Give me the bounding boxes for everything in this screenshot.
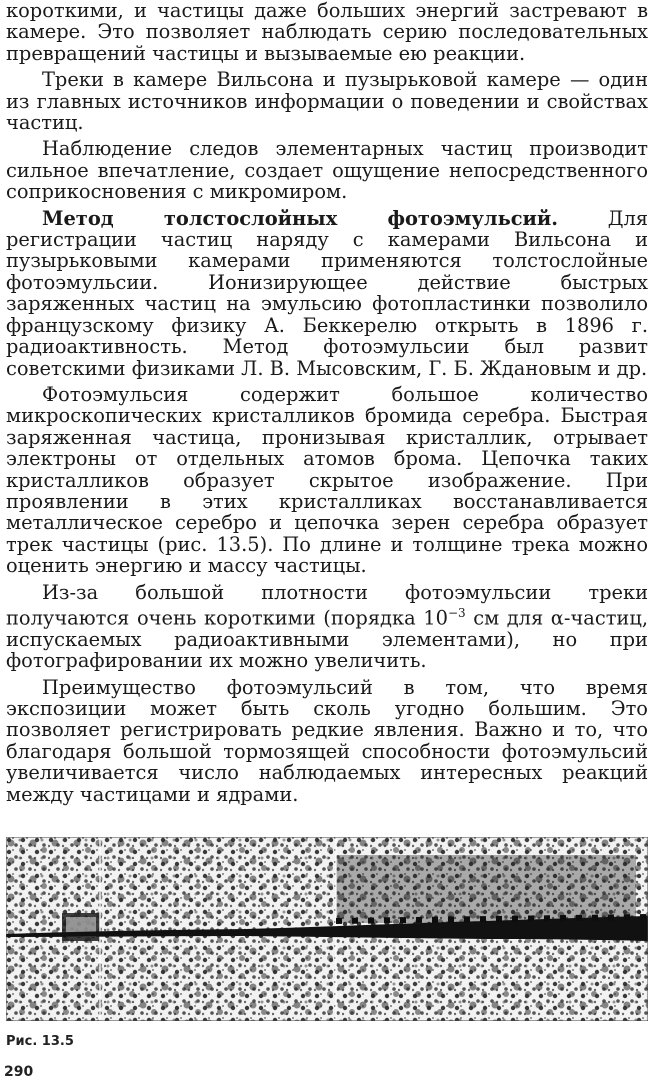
emulsion-track-photo — [6, 837, 648, 1021]
paragraph-4 — [6, 208, 648, 379]
paragraph-2: Треки в камере Вильсона и пузырьковой камере — один из главных источников информации о поведении и свойствах частиц. — [6, 68, 648, 135]
paragraph-5: Фотоэмульсия содержит большое количество микроскопических кристалликов бромида серебра. Быстрая заряженная частица, пронизывая кристаллик, отрывает электроны от отдельных атомов брома. Цепочка таких кристалликов образует скрытое изображение. При проявлении в этих кристалликах восстанавливается металлическое серебро и цепочка зерен серебра образует трек частицы (рис. 13.5). По длине и толщине трека можно оценить энергию и массу частицы. — [6, 382, 648, 578]
section-heading: Метод толстослойных фотоэмульсий. — [42, 206, 559, 230]
paragraph-6-text-a: Из-за большой плотности фотоэмульсии треки получаются очень короткими (порядка 10 — [6, 580, 648, 630]
paragraph-7: Преимущество фотоэмульсий в том, что время экспозиции может быть сколь угодно большим. Это позволяет регистрировать редкие явления. Важно и то, что благодаря большой тормозящей способности фотоэмульсий увеличивается число наблюдаемых интересных реакций между частицами и ядрами. — [6, 675, 648, 806]
exponent: −3 — [447, 605, 466, 620]
paragraph-4-text: Для регистрации частиц наряду с камерами Вильсона и пузырьковыми камерами применяются толстослойные фотоэмульсии. Ионизирующее действие быстрых заряженных частиц на эмульсию фотопластинки позволило французскому физику А. Беккерелю открыть в 1896 г. радиоактивность. Метод фотоэмульсии был развит советскими физиками Л. В. Мысовским, Г. Б. Ждановым и др. — [6, 206, 649, 380]
figure-caption: Рис. 13.5 — [6, 1034, 74, 1049]
paragraph-3: Наблюдение следов элементарных частиц производит сильное впечатление, создает ощущение непосредственного соприкосновения с микромиром. — [6, 137, 648, 204]
track-image — [6, 837, 648, 1021]
paragraph-6 — [6, 582, 648, 672]
paragraph-1: короткими, и частицы даже больших энергий застревают в камере. Это позволяет наблюдать серию последовательных превращений частицы и вызываемые ею реакции. — [6, 0, 648, 65]
paragraph-6-text-b: см для α-частиц, испускаемых радиоактивными элементами), но при фотографировании их можно увеличить. — [6, 606, 648, 673]
text-body — [6, 0, 648, 805]
page-number: 290 — [4, 1064, 34, 1080]
